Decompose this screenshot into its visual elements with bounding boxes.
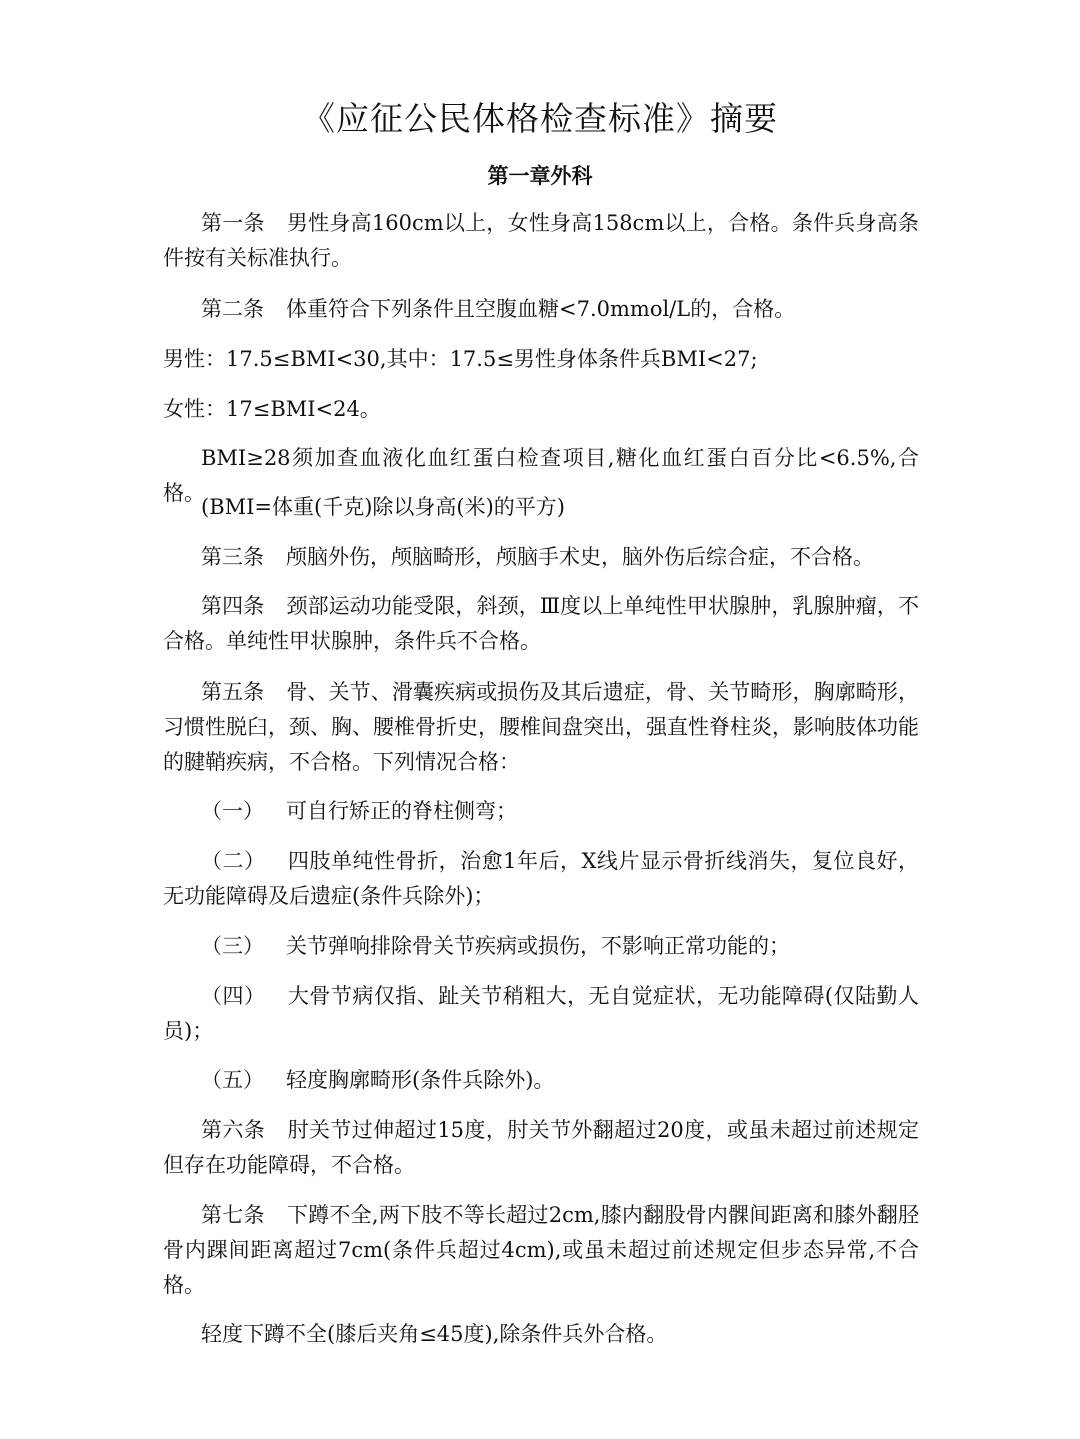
paragraph-article-1: [163, 206, 919, 276]
article-text: 男性身高160cm以上，女性身高158cm以上，合格。条件兵身高条件按有关标准执行。: [163, 211, 920, 270]
article-text: 骨、关节、滑囊疾病或损伤及其后遗症，骨、关节畸形，胸廓畸形，习惯性脱臼，颈、胸、腰椎骨折史，腰椎间盘突出，强直性脊柱炎，影响肢体功能的腱鞘疾病，不合格。下列情况合格：: [163, 680, 920, 774]
article-label: 第三条: [201, 545, 264, 569]
list-item-text: 可自行矫正的脊柱侧弯；: [286, 799, 517, 823]
paragraph-article-3: [163, 540, 919, 575]
paragraph-article-2: [163, 292, 919, 327]
paragraph-text: 轻度下蹲不全(膝后夹角≤45度),除条件兵外合格。: [201, 1322, 668, 1346]
article-label: 第二条: [201, 297, 264, 321]
article-text: 下蹲不全,两下肢不等长超过2cm,膝内翻股骨内髁间距离和膝外翻胫骨内踝间距离超过7cm(条件兵超过4cm),或虽未超过前述规定但步态异常,不合格。: [163, 1203, 919, 1297]
list-item-label: （五）: [201, 1068, 264, 1092]
article-text: 体重符合下列条件且空腹血糖<7.0mmol/L的，合格。: [286, 297, 796, 321]
list-item-4: [163, 979, 919, 1049]
paragraph-article-5: [163, 675, 919, 780]
paragraph-article-4: [163, 589, 919, 659]
paragraph-text: 女性：17≤BMI<24。: [163, 397, 381, 421]
article-label: 第六条: [201, 1118, 266, 1142]
list-item-1: [163, 794, 919, 829]
list-item-label: （一）: [201, 799, 264, 823]
paragraph-text: (BMI=体重(千克)除以身高(米)的平方): [201, 495, 565, 519]
paragraph-female-bmi: [163, 392, 919, 427]
paragraph-text: BMI≥28须加查血液化血红蛋白检查项目,糖化血红蛋白百分比<6.5%,合格。: [163, 446, 919, 505]
article-label: 第一条: [201, 211, 265, 235]
list-item-label: （二）: [201, 849, 266, 873]
article-label: 第五条: [201, 680, 265, 704]
article-label: 第四条: [201, 594, 265, 618]
document-title: 《应征公民体格检查标准》摘要: [302, 99, 778, 138]
article-text: 颅脑外伤，颅脑畸形，颅脑手术史，脑外伤后综合症，不合格。: [286, 545, 874, 569]
paragraph-male-bmi: [163, 342, 919, 377]
list-item-label: （四）: [201, 984, 266, 1008]
list-item-text: 四肢单纯性骨折，治愈1年后，X线片显示骨折线消失，复位良好，无功能障碍及后遗症(条件兵除外)；: [163, 849, 920, 908]
article-text: 颈部运动功能受限，斜颈，Ⅲ度以上单纯性甲状腺肿，乳腺肿瘤，不合格。单纯性甲状腺肿，条件兵不合格。: [163, 594, 920, 653]
article-text: 肘关节过伸超过15度，肘关节外翻超过20度，或虽未超过前述规定但存在功能障碍，不合格。: [163, 1118, 919, 1177]
list-item-label: （三）: [201, 934, 264, 958]
paragraph-mild-squat: [163, 1317, 919, 1352]
paragraph-text: 男性：17.5≤BMI<30,其中：17.5≤男性身体条件兵BMI<27;: [163, 347, 758, 371]
paragraph-article-6: [163, 1113, 919, 1183]
article-label: 第七条: [201, 1203, 265, 1227]
list-item-5: [163, 1063, 919, 1098]
paragraph-article-7: [163, 1198, 919, 1303]
list-item-2: [163, 844, 919, 914]
chapter-heading: 第一章外科: [487, 164, 593, 188]
list-item-text: 轻度胸廓畸形(条件兵除外)。: [286, 1068, 555, 1092]
list-item-text: 关节弹响排除骨关节疾病或损伤，不影响正常功能的；: [286, 934, 790, 958]
list-item-3: [163, 929, 919, 964]
list-item-text: 大骨节病仅指、趾关节稍粗大，无自觉症状，无功能障碍(仅陆勤人员)；: [163, 984, 919, 1043]
paragraph-bmi-formula: [163, 490, 919, 525]
